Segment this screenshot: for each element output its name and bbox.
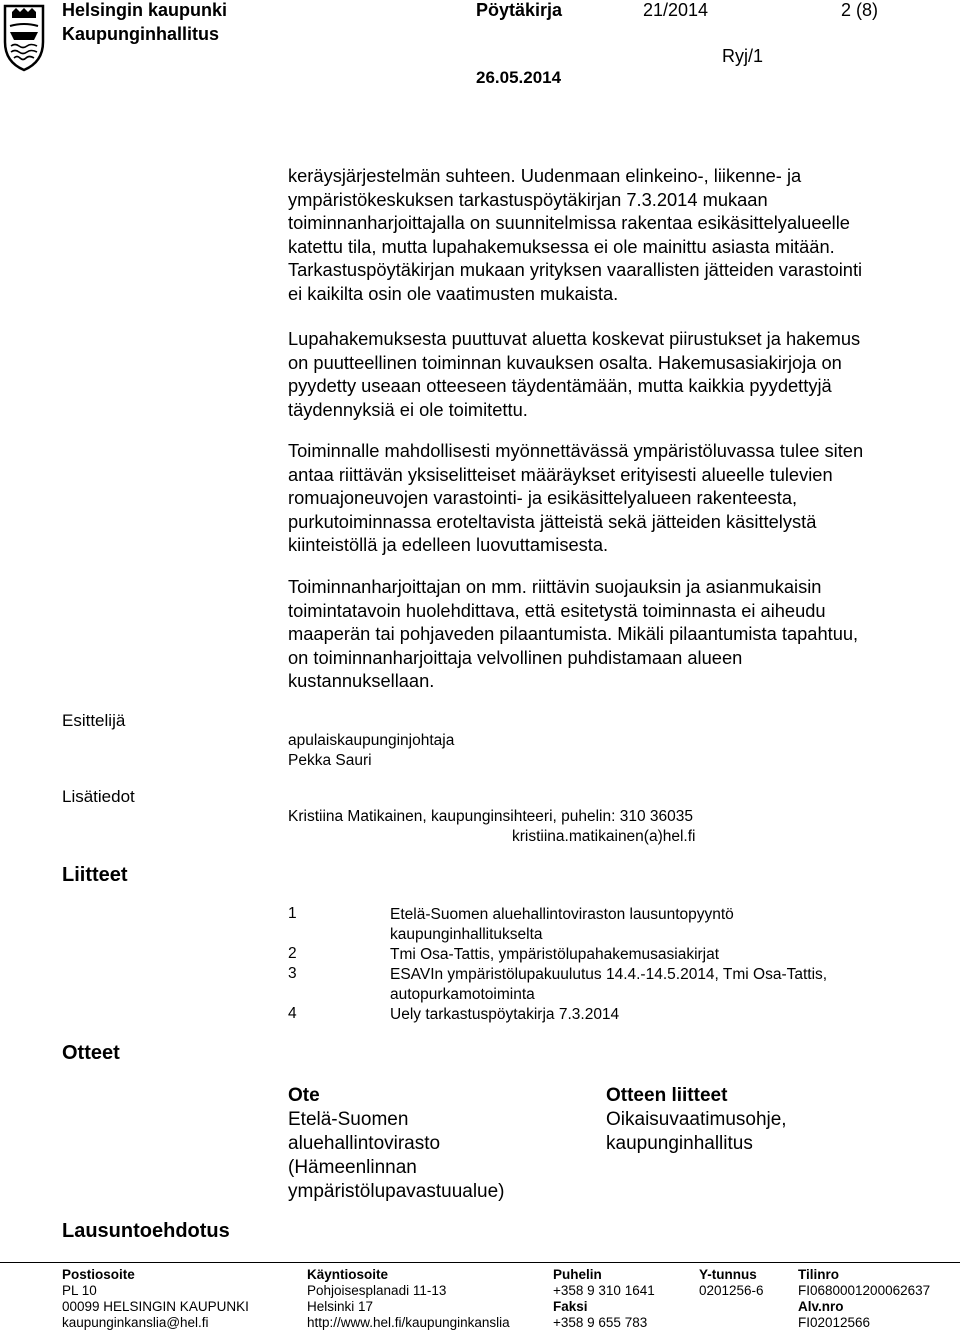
unit-name: Kaupunginhallitus [62,24,219,44]
text-line: toimintatavoin huolehdittava, että esitetystä toiminnasta ei aiheudu [288,599,826,621]
paragraph-2 [288,327,948,421]
extract-line: Etelä-Suomen [288,1109,409,1130]
extract-line: (Hämeenlinnan [288,1157,417,1178]
paragraph-1 [288,164,948,305]
footer-label: Puhelin [553,1267,602,1282]
footer-text: FI02012566 [798,1315,871,1330]
extract-attachment-line: kaupunginhallitus [606,1133,753,1154]
text-line: keräysjärjestelmän suhteen. Uudenmaan elinkeino-, liikenne- ja [288,165,802,186]
info-contact: Kristiina Matikainen, kaupunginsihteeri, puhelin: 310 36035 [288,808,693,825]
page-number: 2 (8) [841,0,879,20]
attachment-line: Etelä-Suomen aluehallintoviraston lausuntopyyntö [390,906,734,923]
proposal-label: Lausuntoehdotus [62,1220,230,1242]
footer-text: +358 9 310 1641 [553,1283,655,1298]
footer-text: +358 9 655 783 [553,1315,648,1330]
extract-attachment-line: Oikaisuvaatimusohje, [606,1109,787,1130]
text-line: ei kaikilta osin ole vaatimusten mukaista. [288,282,619,304]
footer-text: 00099 HELSINGIN KAUPUNKI [62,1299,249,1314]
doc-type: Pöytäkirja [476,0,563,20]
text-line: purkutoiminnassa eroteltavista jätteistä sekä jätteiden käsittelystä [288,510,817,532]
footer-label: Postiosoite [62,1267,135,1282]
attachment-line: autopurkamotoiminta [390,985,535,1003]
extract-attachments-header: Otteen liitteet [606,1085,728,1106]
footer-postal [62,1267,249,1331]
attachment-item [390,945,930,965]
extract-header: Ote [288,1085,320,1106]
text-line: pyydetty useaan otteeseen täydentämään, mutta kaikkia pyydettyjä [288,375,832,396]
attachment-line: Tmi Osa-Tattis, ympäristölupahakemusasiakirjat [390,946,720,963]
attachment-line: Uely tarkastuspöytakirja 7.3.2014 [390,1006,620,1023]
footer-label: Tilinro [798,1267,840,1282]
footer-text: Helsinki 17 [307,1299,374,1314]
text-line: Tarkastuspöytäkirjan mukaan yrityksen vaarallisten jätteiden varastointi [288,259,863,280]
paragraph-4 [288,575,948,693]
info-label: Lisätiedot [62,787,135,806]
text-line: kustannuksellaan. [288,670,435,691]
meeting-date: 26.05.2014 [476,68,562,87]
text-line: katettu tila, mutta lupahakemuksessa ei ole mainittu asiasta mitään. [288,235,835,257]
footer-web-link[interactable]: http://www.hel.fi/kaupunginkanslia [307,1315,510,1330]
presenter-label: Esittelijä [62,711,126,730]
attachment-number: 2 [288,945,297,962]
text-line: Toiminnalle mahdollisesti myönnettävässä ympäristöluvassa tulee siten [288,440,864,461]
text-line: Toiminnanharjoittajan on mm. riittävin suojauksin ja asianmukaisin [288,576,822,597]
text-line: on toiminnanharjoittaja velvollinen puhdistamaan alueen [288,646,743,668]
footer-text: 0201256-6 [699,1283,764,1298]
attachment-number: 4 [288,1005,297,1022]
footer-text: Pohjoisesplanadi 11-13 [307,1283,447,1298]
attachments-label: Liitteet [62,864,128,886]
footer-divider [0,1262,960,1263]
footer-ytunnus [699,1267,764,1299]
footer-visit [307,1267,510,1331]
org-name: Helsingin kaupunki [62,0,228,20]
presenter-name: Pekka Sauri [288,752,372,769]
footer-phone [553,1267,655,1331]
info-email: kristiina.matikainen(a)hel.fi [512,828,696,845]
attachment-number: 3 [288,965,297,982]
paragraph-3 [288,439,948,557]
extract-attachments [606,1084,787,1156]
text-line: täydennyksiä ei ole toimitettu. [288,398,528,420]
extracts-label: Otteet [62,1042,120,1064]
footer-email-link[interactable]: kaupunginkanslia@hel.fi [62,1315,209,1330]
doc-number: 21/2014 [643,0,709,20]
footer-text: PL 10 [62,1283,97,1298]
footer-label: Alv.nro [798,1299,844,1314]
footer-text: FI0680001200062637 [798,1283,931,1298]
attachment-number: 1 [288,905,297,922]
text-line: antaa riittävän yksiselitteiset määräykset erityisesti alueelle tulevien [288,463,833,485]
attachment-item [390,1005,930,1025]
text-line: ympäristökeskuksen tarkastuspöytäkirjan 7.3.2014 mukaan [288,188,768,210]
footer-label: Y-tunnus [699,1267,757,1282]
text-line: romuajoneuvojen varastointi- ja esikäsittelyalueen rakenteesta, [288,487,798,508]
helsinki-crest-icon [2,2,46,72]
text-line: toiminnanharjoittajalla on suunnitelmissa rakentaa esikäsittelyalueelle [288,212,850,233]
extract-recipient [288,1084,505,1204]
footer-label: Faksi [553,1299,588,1314]
text-line: kiinteistöllä ja edelleen luovuttamisesta. [288,534,609,555]
extract-line: aluehallintovirasto [288,1133,441,1154]
text-line: on puutteellinen toiminnan kuvauksen osalta. Hakemusasiakirjoja on [288,351,842,373]
attachment-item [390,965,930,1004]
text-line: maaperän tai pohjaveden pilaantumista. Mikäli pilaantumista tapahtuu, [288,623,859,644]
section-code: Ryj/1 [722,46,764,66]
extract-line: ympäristölupavastuualue) [288,1181,505,1202]
presenter-title: apulaiskaupunginjohtaja [288,732,455,749]
attachment-item [390,905,930,944]
attachment-line: ESAVIn ympäristölupakuulutus 14.4.-14.5.2014, Tmi Osa-Tattis, [390,966,828,983]
footer-label: Käyntiosoite [307,1267,389,1282]
text-line: Lupahakemuksesta puuttuvat aluetta koskevat piirustukset ja hakemus [288,328,861,349]
footer-account [798,1267,930,1331]
attachment-line: kaupunginhallitukselta [390,925,543,943]
